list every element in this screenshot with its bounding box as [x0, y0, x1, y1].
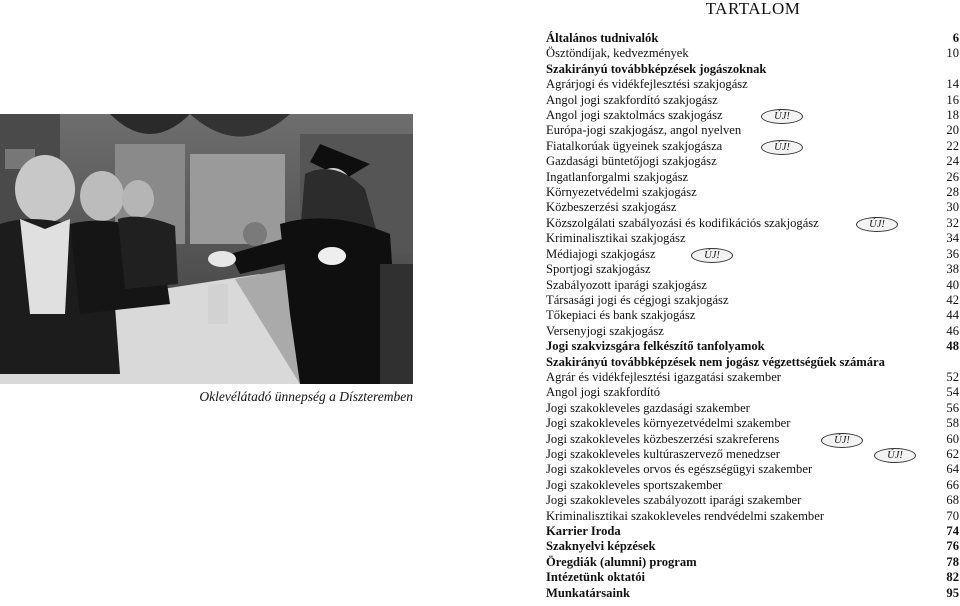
toc-entry-title: Társasági jogi és cégjogi szakjogász: [546, 292, 729, 307]
toc-entry-page: 36: [946, 246, 959, 261]
toc-entry-page: 70: [946, 508, 959, 523]
toc-entry-title: Ingatlanforgalmi szakjogász: [546, 169, 689, 184]
toc-entry: [546, 586, 959, 601]
toc-entry-title: Környezetvédelmi szakjogász: [546, 185, 697, 200]
toc-entry-page: 26: [946, 169, 959, 184]
toc-entry-title: Kriminalisztikai szakjogász: [546, 231, 686, 246]
toc-entry: [546, 385, 959, 400]
toc-entry-title: Agrárjogi és vidékfejlesztési szakjogász: [546, 77, 748, 92]
toc-entry: [546, 370, 959, 385]
toc-entry-title: Versenyjogi szakjogász: [546, 323, 664, 338]
new-badge: ÚJ!: [874, 448, 916, 463]
toc-entry-title: Jogi szakokleveles kultúraszervező menedzser: [546, 446, 780, 461]
toc-entry: [546, 278, 959, 293]
toc-entry: [546, 478, 959, 493]
toc-entry-title: Szakirányú továbbképzések nem jogász végzettségűek számára: [546, 354, 885, 369]
toc-entry-page: 28: [946, 185, 959, 200]
toc-entry: [546, 77, 959, 92]
toc-entry: [546, 123, 959, 138]
toc-entry-page: 54: [946, 385, 959, 400]
toc-entry-title: Szakirányú továbbképzések jogászoknak: [546, 61, 767, 76]
toc-entry: [546, 262, 959, 277]
toc-entry-title: Szabályozott iparági szakjogász: [546, 277, 707, 292]
toc-entry: [546, 231, 959, 246]
toc-entry: [546, 524, 959, 539]
toc-entry-title: Jogi szakvizsgára felkészítő tanfolyamok: [546, 339, 765, 354]
table-of-contents: [546, 31, 959, 601]
toc-entry: [546, 570, 959, 585]
toc-entry-page: 18: [946, 108, 959, 123]
toc-entry-page: 60: [946, 431, 959, 446]
toc-entry-page: 22: [946, 138, 959, 153]
toc-entry-page: 62: [946, 446, 959, 461]
toc-entry: [546, 185, 959, 200]
toc-entry-title: Médiajogi szakjogász: [546, 246, 656, 261]
toc-entry: [546, 154, 959, 169]
toc-entry: [546, 216, 959, 231]
toc-entry-page: 76: [946, 539, 959, 554]
new-badge: ÚJ!: [856, 217, 898, 232]
toc-entry-title: Intézetünk oktatói: [546, 570, 646, 585]
toc-entry: [546, 46, 959, 61]
toc-entry: [546, 432, 959, 447]
toc-entry: [546, 308, 959, 323]
toc-entry: [546, 447, 959, 462]
toc-entry-page: 14: [946, 77, 959, 92]
toc-entry-page: 34: [946, 231, 959, 246]
toc-entry-title: Fiatalkorúak ügyeinek szakjogásza: [546, 138, 723, 153]
toc-entry: [546, 339, 959, 354]
toc-entry-title: Sportjogi szakjogász: [546, 262, 651, 277]
toc-entry-title: Agrár és vidékfejlesztési igazgatási szakember: [546, 369, 781, 384]
toc-entry: [546, 493, 959, 508]
toc-entry-title: Angol jogi szakfordító: [546, 385, 661, 400]
toc-entry: [546, 355, 959, 370]
toc-entry-page: 74: [946, 524, 959, 538]
toc-entry-title: Jogi szakokleveles sportszakember: [546, 477, 723, 492]
toc-entry-page: 46: [946, 323, 959, 338]
toc-entry-title: Öregdiák (alumni) program: [546, 554, 697, 569]
toc-entry-page: 30: [946, 200, 959, 215]
toc-entry: [546, 324, 959, 339]
ceremony-photo: [0, 114, 413, 384]
toc-entry: [546, 200, 959, 215]
toc-entry-title: Szaknyelvi képzések: [546, 539, 656, 554]
toc-entry-title: Munkatársaink: [546, 585, 630, 600]
toc-entry-page: 78: [946, 554, 959, 569]
toc-entry-page: 64: [946, 462, 959, 477]
toc-entry-page: 32: [946, 215, 959, 230]
toc-entry-page: 38: [946, 262, 959, 277]
toc-entry-title: Jogi szakokleveles gazdasági szakember: [546, 400, 750, 415]
toc-entry: [546, 170, 959, 185]
photo-caption: Oklevélátadó ünnepség a Díszteremben: [199, 389, 413, 404]
toc-entry-title: Kriminalisztikai szakokleveles rendvédelmi szakember: [546, 508, 825, 523]
toc-entry: [546, 293, 959, 308]
toc-entry-title: Jogi szakokleveles közbeszerzési szakreferens: [546, 431, 780, 446]
toc-entry: [546, 555, 959, 570]
new-badge: ÚJ!: [821, 433, 863, 448]
toc-entry-page: 16: [946, 92, 959, 107]
toc-entry: [546, 416, 959, 431]
toc-entry-title: Közbeszerzési szakjogász: [546, 200, 677, 215]
toc-entry-title: Gazdasági büntetőjogi szakjogász: [546, 154, 717, 169]
new-badge: ÚJ!: [761, 140, 803, 155]
toc-entry: [546, 247, 959, 262]
toc-entry-page: 24: [946, 154, 959, 169]
toc-entry-title: Jogi szakokleveles környezetvédelmi szakember: [546, 416, 791, 431]
toc-entry-page: 58: [946, 416, 959, 431]
toc-entry: [546, 401, 959, 416]
new-badge: ÚJ!: [761, 109, 803, 124]
toc-entry: [546, 31, 959, 46]
toc-entry: [546, 509, 959, 524]
toc-entry: [546, 62, 959, 77]
toc-entry-page: 66: [946, 477, 959, 492]
toc-entry-title: Angol jogi szakfordító szakjogász: [546, 92, 718, 107]
toc-entry: [546, 93, 959, 108]
toc-entry-title: Tőkepiaci és bank szakjogász: [546, 308, 696, 323]
toc-entry-page: 10: [946, 46, 959, 61]
toc-entry-title: Jogi szakokleveles szabályozott iparági szakember: [546, 493, 802, 508]
toc-entry-title: Karrier Iroda: [546, 524, 621, 538]
toc-entry-page: 56: [946, 400, 959, 415]
toc-entry-title: Közszolgálati szabályozási és kodifikációs szakjogász: [546, 215, 819, 230]
toc-entry: [546, 462, 959, 477]
toc-entry-title: Angol jogi szaktolmács szakjogász: [546, 108, 723, 123]
toc-entry-page: 6: [952, 31, 959, 45]
toc-entry-page: 20: [946, 123, 959, 138]
toc-entry-page: 95: [946, 585, 959, 600]
toc-entry-page: 42: [946, 292, 959, 307]
toc-entry-page: 68: [946, 493, 959, 508]
page-title: TARTALOM: [705, 0, 801, 18]
toc-entry-title: Jogi szakokleveles orvos és egészségügyi szakember: [546, 462, 813, 477]
toc-entry-page: 82: [946, 570, 959, 585]
toc-entry: [546, 139, 959, 154]
toc-entry-page: 44: [946, 308, 959, 323]
toc-entry-title: Ösztöndíjak, kedvezmények: [546, 46, 689, 61]
toc-entry-page: 40: [946, 277, 959, 292]
toc-entry-title: Általános tudnivalók: [546, 31, 659, 45]
toc-entry: [546, 108, 959, 123]
toc-entry-page: 48: [946, 339, 959, 354]
toc-entry: [546, 539, 959, 554]
new-badge: ÚJ!: [691, 248, 733, 263]
toc-entry-title: Európa-jogi szakjogász, angol nyelven: [546, 123, 742, 138]
toc-entry-page: 52: [946, 369, 959, 384]
